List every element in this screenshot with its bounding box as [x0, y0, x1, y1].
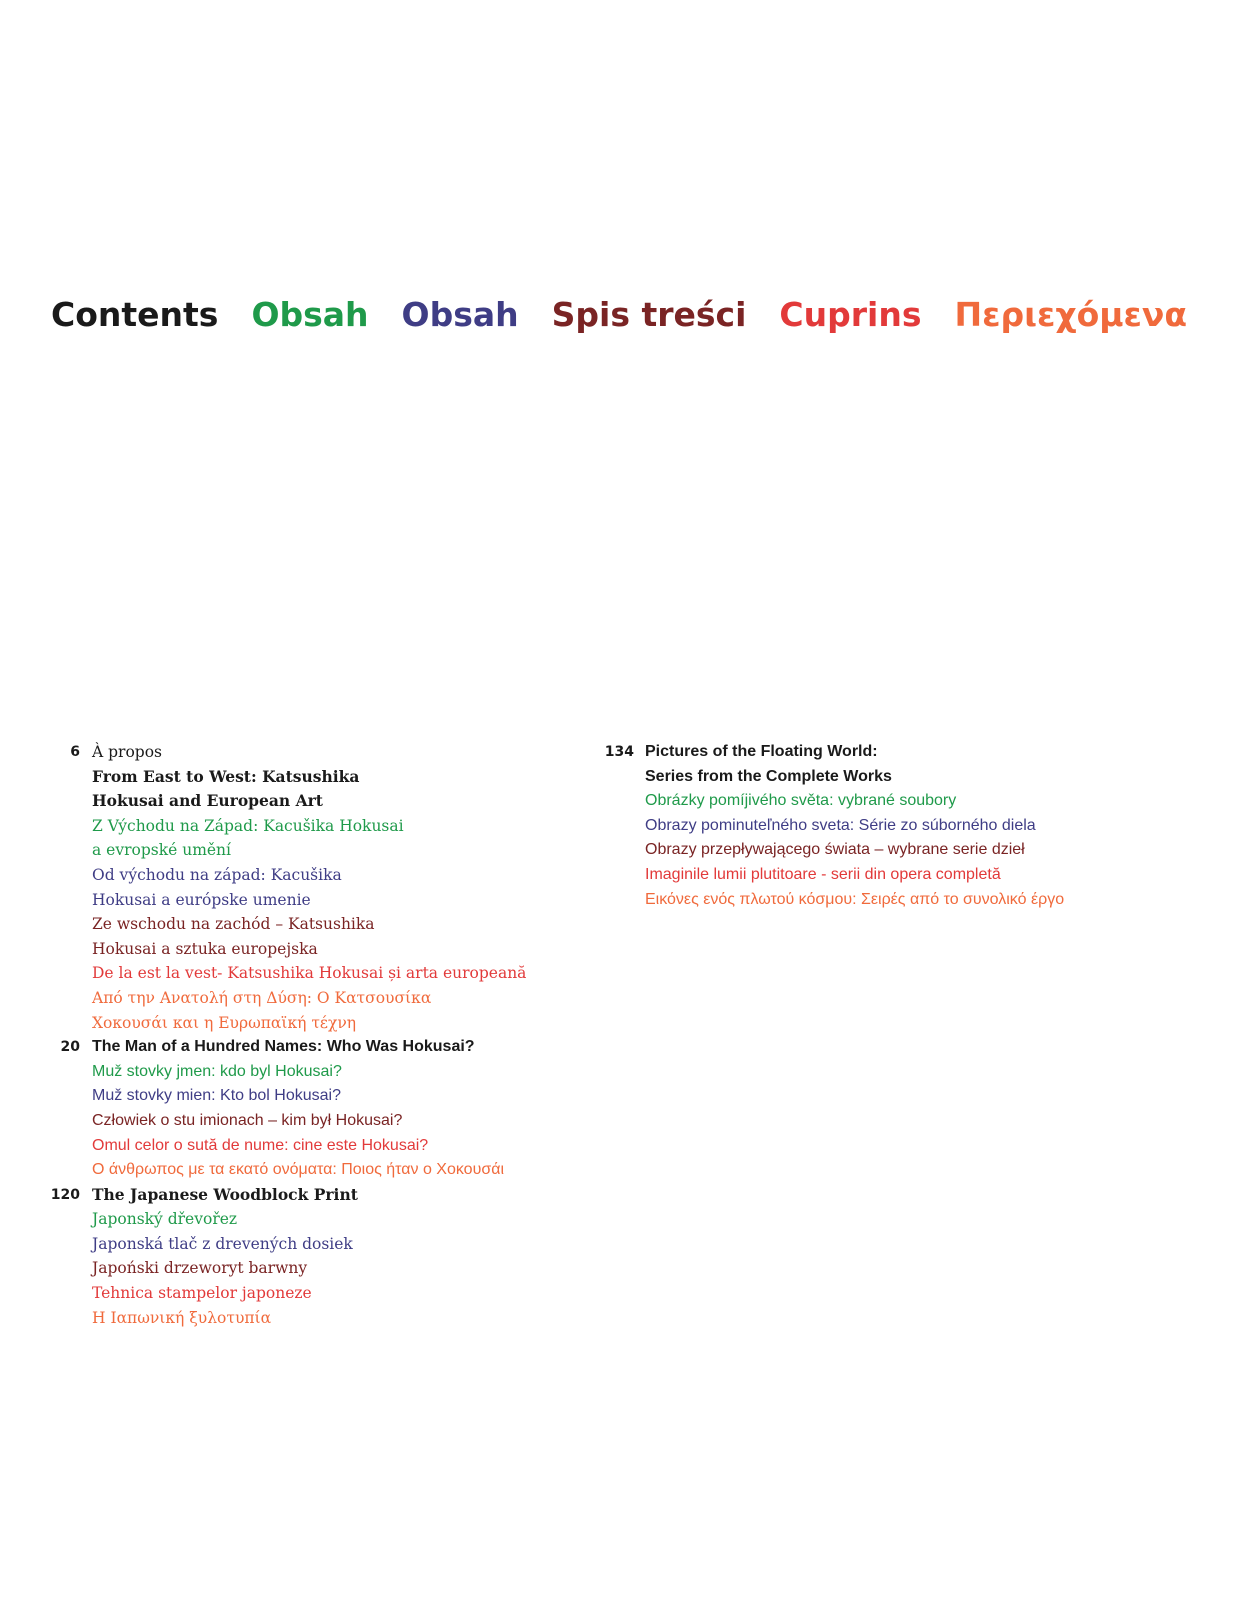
contents-heading-en: Contents — [51, 295, 219, 334]
toc-title-sk: Hokusai a európske umenie — [92, 890, 311, 909]
contents-heading-row — [51, 290, 1220, 340]
toc-title-ro: Omul celor o sută de nume: cine este Hokusai? — [92, 1136, 429, 1154]
toc-title-ro: Imaginile lumii plutitoare - serii din opera completă — [645, 865, 1001, 883]
toc-title-en: Hokusai and European Art — [92, 791, 323, 811]
contents-heading-sk: Obsah — [401, 295, 519, 334]
toc-title-sk: Obrazy pominuteľného sveta: Série zo súborného diela — [645, 816, 1036, 834]
toc-title-cs: Muž stovky jmen: kdo byl Hokusai? — [92, 1062, 342, 1080]
toc-entry-titles — [92, 740, 600, 1035]
contents-heading-pl: Spis treści — [551, 295, 747, 334]
toc-title-ro: Tehnica stampelor japoneze — [92, 1284, 312, 1303]
toc-title-cs: Z Východu na Západ: Kacušika Hokusai — [92, 816, 404, 835]
toc-title-en: Series from the Complete Works — [645, 767, 892, 785]
toc-entry-titles — [92, 1035, 600, 1183]
toc-title-en: À propos — [92, 743, 162, 761]
toc-page-number: 20 — [60, 1039, 80, 1056]
toc-entry[interactable] — [40, 1035, 600, 1183]
contents-heading-cs: Obsah — [251, 295, 369, 334]
toc-left-column — [40, 740, 600, 1330]
toc-title-ro: De la est la vest- Katsushika Hokusai și arta europeană — [92, 964, 527, 983]
toc-title-pl: Ze wschodu na zachód – Katsushika — [92, 915, 375, 934]
toc-right-column — [605, 740, 1225, 912]
toc-title-cs: Obrázky pomíjivého světa: vybrané soubory — [645, 792, 957, 810]
contents-heading-ro: Cuprins — [779, 295, 922, 334]
toc-entry[interactable] — [40, 740, 600, 1035]
toc-title-en: The Man of a Hundred Names: Who Was Hokusai? — [92, 1038, 475, 1056]
toc-title-sk: Od východu na západ: Kacušika — [92, 865, 342, 884]
toc-title-pl: Japoński drzeworyt barwny — [92, 1259, 308, 1278]
toc-page-number: 134 — [604, 744, 634, 760]
toc-entry[interactable] — [40, 1183, 600, 1331]
toc-title-el: Η Ιαπωνική ξυλοτυπία — [92, 1308, 272, 1327]
toc-title-sk: Muž stovky mien: Kto bol Hokusai? — [92, 1087, 341, 1105]
toc-page-number: 6 — [70, 744, 80, 760]
toc-title-en: Pictures of the Floating World: — [645, 743, 878, 760]
toc-title-pl: Człowiek o stu imionach – kim był Hokusai? — [92, 1111, 403, 1129]
toc-title-en: From East to West: Katsushika — [92, 766, 360, 786]
toc-page-number: 120 — [50, 1186, 80, 1203]
toc-title-en: The Japanese Woodblock Print — [92, 1184, 358, 1204]
contents-heading-el: Περιεχόμενα — [954, 295, 1188, 334]
toc-entry-titles — [645, 740, 1225, 912]
toc-title-el: Από την Ανατολή στη Δύση: Ο Κατσουσίκα — [92, 988, 432, 1007]
toc-title-sk: Japonská tlač z drevených dosiek — [92, 1234, 353, 1253]
toc-title-el: Εικόνες ενός πλωτού κόσμου: Σειρές από το συνολικό έργο — [645, 890, 1065, 908]
toc-title-cs: a evropské umění — [92, 841, 232, 860]
toc-title-pl: Obrazy przepływającego świata – wybrane serie dzieł — [645, 841, 1025, 859]
toc-title-pl: Hokusai a sztuka europejska — [92, 939, 318, 958]
toc-title-cs: Japonský dřevořez — [92, 1210, 238, 1229]
toc-title-el: Χοκουσάι και η Ευρωπαϊκή τέχνη — [92, 1013, 357, 1032]
toc-entry[interactable] — [605, 740, 1225, 912]
toc-title-el: Ο άνθρωπος με τα εκατό ονόματα: Ποιος ήταν ο Χοκουσάι — [92, 1161, 505, 1179]
toc-entry-titles — [92, 1183, 600, 1331]
